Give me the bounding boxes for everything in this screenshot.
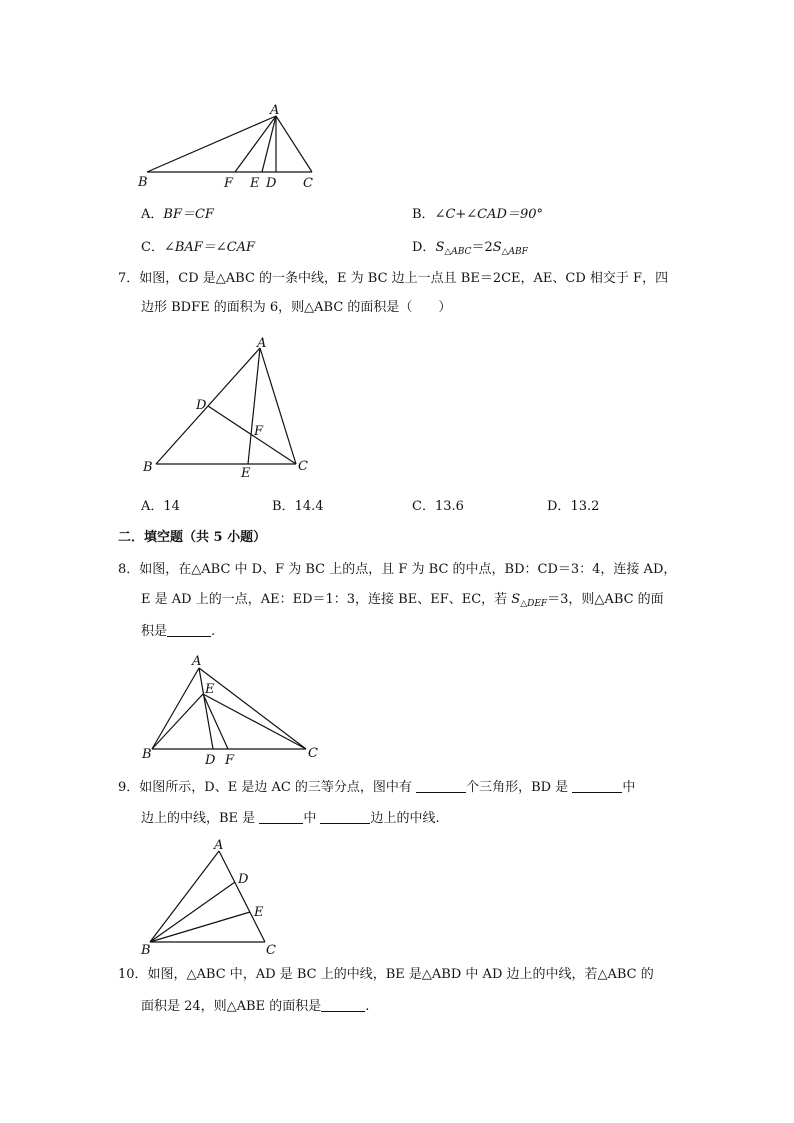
q6-option-a-text: BF＝CF	[163, 207, 214, 222]
q7-option-a-letter: A．	[141, 499, 164, 514]
q7-option-b-letter: B．	[272, 499, 295, 514]
q6-option-d-sub2: △ABF	[501, 247, 528, 257]
section-title: 二．填空题（共 5 小题）	[118, 530, 267, 545]
q6-label-f: F	[224, 176, 234, 191]
q6-label-a: A	[270, 103, 280, 118]
q10-line2-end: .	[365, 999, 370, 1014]
q9-l2b: 中	[303, 811, 321, 826]
q7-option-a-text: 14	[163, 499, 180, 514]
q9-label-c: C	[266, 943, 276, 958]
q9-l2c: 边上的中线.	[370, 811, 440, 826]
q6-label-d: D	[266, 176, 277, 191]
q7-label-f: F	[254, 424, 264, 439]
q8-line2a: E 是 AD 上的一点，AE：ED＝1：3，连接 BE、EF、EC，若	[141, 592, 512, 607]
q7-label-a: A	[257, 336, 267, 351]
q7-option-b-text: 14.4	[294, 499, 324, 514]
q10-line2-text: 面积是 24，则△ABE 的面积是	[141, 999, 322, 1014]
q8-line3-end: .	[211, 624, 216, 639]
q6-label-b: B	[138, 175, 148, 190]
q6-option-c-text: ∠BAF＝∠CAF	[163, 240, 256, 255]
q7-option-d-letter: D．	[547, 499, 571, 514]
q9-label-a: A	[214, 838, 224, 853]
q6-option-c-letter: C．	[141, 240, 164, 255]
q10-line1: 10．如图，△ABC 中，AD 是 BC 上的中线，BE 是△ABD 中 AD 边上的中线，若△ABC 的	[118, 967, 654, 982]
q9-label-d: D	[238, 872, 249, 887]
q7-option-c-text: 13.6	[434, 499, 464, 514]
q9-seg-bd	[150, 882, 235, 942]
q7-label-b: B	[143, 460, 153, 475]
q7-label-c: C	[298, 459, 308, 474]
q9-seg-ac	[219, 851, 265, 942]
q8-line1: 8．如图，在△ABC 中 D、F 为 BC 上的点，且 F 为 BC 的中点，BD：CD＝3：4，连接 AD，	[118, 562, 677, 577]
q7-label-d: D	[196, 398, 207, 413]
q8-area-s: S	[511, 592, 521, 607]
q9-label-b: B	[141, 943, 151, 958]
q7-option-c-letter: C．	[412, 499, 435, 514]
q8-label-f: F	[225, 753, 235, 768]
q7-line1: 7．如图，CD 是△ABC 的一条中线，E 为 BC 边上一点且 BE＝2CE，AE、CD 相交于 F，四	[118, 271, 669, 286]
q8-label-c: C	[308, 746, 318, 761]
q6-option-a-letter: A．	[141, 207, 164, 222]
q6-option-b-letter: B．	[412, 207, 435, 222]
q7-label-e: E	[241, 466, 251, 481]
q8-line2b: ＝3，则△ABC 的面	[547, 592, 664, 607]
q7-option-d-text: 13.2	[570, 499, 600, 514]
q9-l1a: 9．如图所示，D、E 是边 AC 的三等分点，图中有	[118, 780, 417, 795]
q8-label-d: D	[205, 753, 216, 768]
q7-line2: 边形 BDFE 的面积为 6，则△ABC 的面积是（ ）	[141, 300, 452, 315]
q6-label-e: E	[250, 176, 260, 191]
q6-option-d-eq: ＝2	[471, 240, 493, 255]
q8-label-a: A	[192, 654, 202, 669]
q8-label-b: B	[142, 747, 152, 762]
q8-line3-text: 积是	[141, 624, 168, 639]
q6-option-d-letter: D．	[412, 240, 436, 255]
q9-label-e: E	[254, 905, 264, 920]
q6-option-b-text: ∠C+∠CAD＝90°	[434, 207, 543, 222]
q6-option-d-s1: S	[435, 240, 445, 255]
q6-label-c: C	[303, 176, 313, 191]
q8-label-e: E	[205, 682, 215, 697]
q9-l2a: 边上的中线，BE 是	[141, 811, 260, 826]
q9-l1c: 中	[622, 780, 636, 795]
q6-option-d-s2: S	[492, 240, 502, 255]
q10-answer-blank[interactable]	[321, 998, 365, 1012]
q10-line2	[141, 998, 369, 1016]
q9-l1b: 个三角形，BD 是	[466, 780, 573, 795]
q9-seg-be	[150, 912, 250, 942]
q9-seg-ab	[150, 851, 219, 942]
q8-area-sub: △DEF	[520, 599, 548, 609]
q6-option-d-sub1: △ABC	[444, 247, 472, 257]
